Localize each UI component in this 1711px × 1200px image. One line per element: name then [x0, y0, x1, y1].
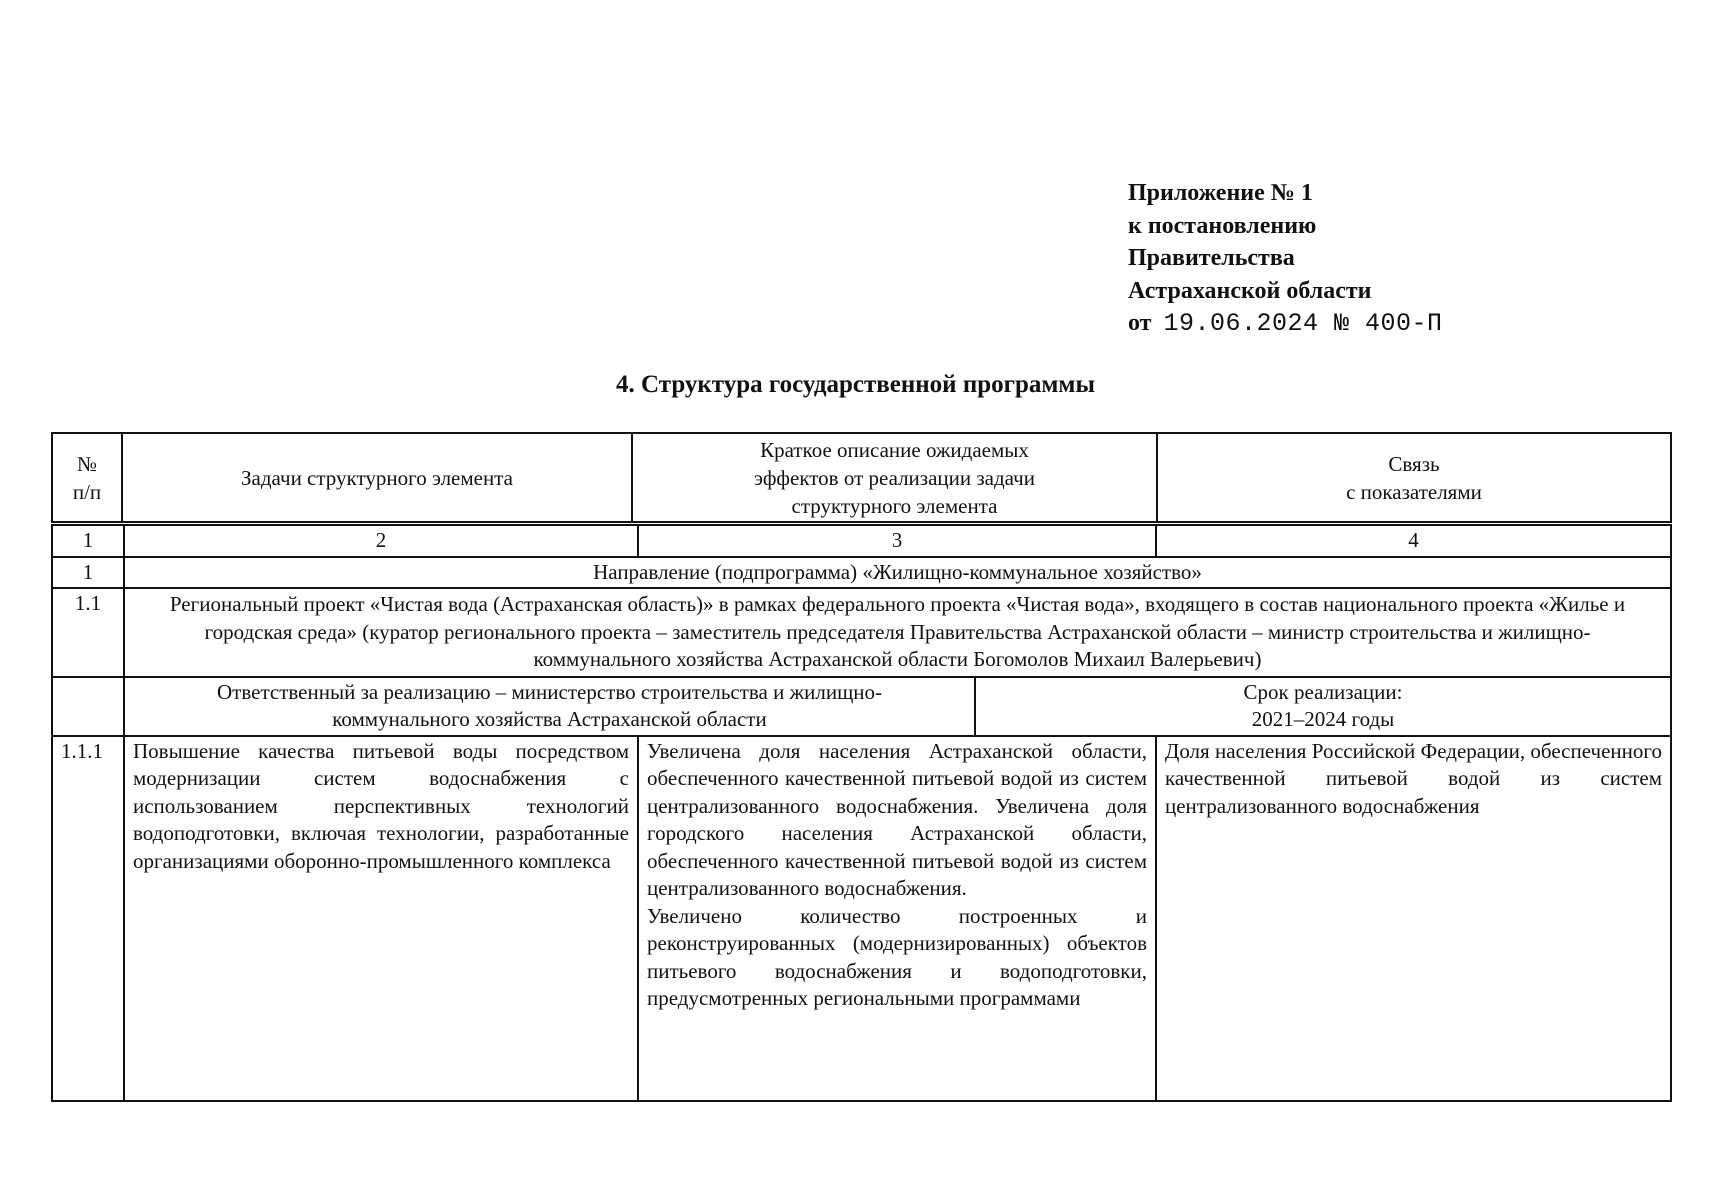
col-number: 2 [124, 525, 638, 557]
direction-text: Направление (подпрограмма) «Жилищно-коммунальное хозяйство» [124, 557, 1671, 589]
table-row [52, 736, 1671, 1101]
col-number: 1 [52, 525, 124, 557]
appendix-date-row [1128, 307, 1443, 341]
table-body [51, 524, 1672, 1102]
empty-cell [52, 677, 124, 736]
row-link: Доля населения Российской Федерации, обеспеченного качественной питьевой водой из систем централизованного водоснабжения [1156, 736, 1671, 1101]
effect-paragraph: Увеличено количество построенных и реконструированных (модернизированных) объектов питьевого водоснабжения и водоподготовки, предусмотренных региональными программами [647, 903, 1147, 1010]
date-value: 19.06.2024 № 400-П [1163, 309, 1443, 338]
responsible-line: Ответственный за реализацию – министерство строительства и жилищно- [217, 679, 882, 704]
appendix-line: Приложение № 1 [1128, 180, 1313, 206]
header-num: № п/п [52, 433, 122, 522]
appendix-line: Астраханской области [1128, 277, 1372, 304]
row-effects [638, 736, 1156, 1101]
header-row [52, 433, 1671, 522]
appendix-line: Правительства [1128, 245, 1295, 271]
project-text: Региональный проект «Чистая вода (Астраханская область)» в рамках федерального проекта «Чистая вода», входящего в состав национального проекта «Жилье и городская среда» (куратор регионального проекта – заместитель председателя Правительства Астраханской области – министр строительства и жилищно-коммунального хозяйства Астраханской области Богомолов Михаил Валерьевич) [124, 588, 1671, 677]
header-link: Связь с показателями [1157, 433, 1671, 522]
project-row [52, 588, 1671, 677]
responsible-cell [124, 677, 975, 736]
term-value: 2021–2024 годы [1251, 707, 1395, 731]
direction-num: 1 [52, 557, 124, 589]
responsible-row [52, 677, 1671, 736]
header-tasks: Задачи структурного элемента [122, 433, 632, 522]
responsible-line: коммунального хозяйства Астраханской области [332, 707, 767, 731]
date-prefix: от [1128, 310, 1152, 336]
col-number: 3 [638, 525, 1156, 557]
appendix-block [1128, 177, 1443, 341]
header-effects: Краткое описание ожидаемых эффектов от реализации задачи структурного элемента [632, 433, 1157, 522]
column-numbers-row [52, 525, 1671, 557]
effect-paragraph: Увеличена доля населения Астраханской области, обеспеченного качественной питьевой водой из систем централизованного водоснабжения. Увеличена доля городского населения Астраханской области, обеспеченного качественной питьевой водой из систем централизованного водоснабжения. [647, 738, 1147, 900]
project-num: 1.1 [52, 588, 124, 677]
row-num: 1.1.1 [52, 736, 124, 1101]
appendix-line: к постановлению [1128, 212, 1317, 239]
col-number: 4 [1156, 525, 1671, 557]
document-title: 4. Структура государственной программы [616, 371, 1095, 398]
term-label: Срок реализации: [1243, 679, 1403, 704]
table-header [51, 432, 1672, 523]
term-cell [975, 677, 1671, 736]
row-task: Повышение качества питьевой воды посредством модернизации систем водоснабжения с использованием перспективных технологий водоподготовки, включая технологии, разработанные организациями оборонно-промышленного комплекса [124, 736, 638, 1101]
direction-row [52, 557, 1671, 589]
